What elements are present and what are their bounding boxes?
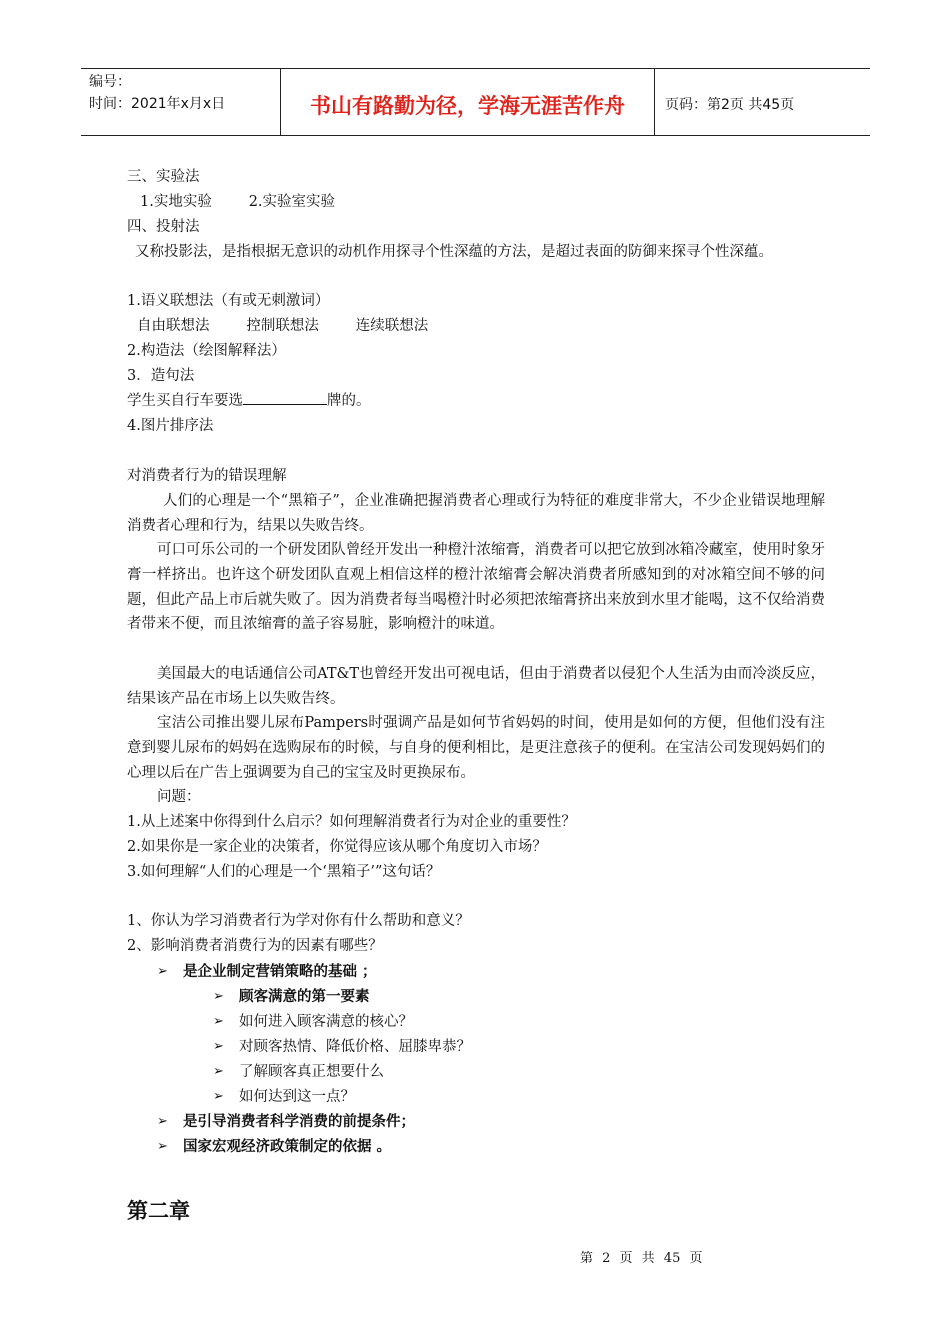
header-motto: 书山有路勤为径，学海无涯苦作舟 xyxy=(281,69,655,135)
bullet-text: 是企业制定营销策略的基础 ； xyxy=(183,964,377,980)
bullet-text: 如何达到这一点？ xyxy=(239,1089,355,1105)
bullet-text: 了解顾客真正想要什么 xyxy=(239,1064,384,1080)
case-paragraph-3: 美国最大的电话通信公司AT&T也曾经开发出可视电话，但由于消费者以侵犯个人生活为由而冷淡反应，结果该产品在市场上以失败告终。 xyxy=(127,666,825,707)
arrow-bullet-icon: ➢ xyxy=(157,1114,168,1129)
bullet-text: 对顾客热情、降低价格、屈膝卑恭？ xyxy=(239,1039,471,1055)
bullet-satisfaction-core xyxy=(213,1010,413,1035)
section-heading-projection: 四、投射法 xyxy=(127,219,200,235)
bullet-scientific-consumption xyxy=(157,1110,415,1135)
method-semantic-association: 1.语义联想法（有或无刺激词） xyxy=(127,293,330,309)
header-code-label: 编号： xyxy=(89,74,131,90)
question-1: 1.从上述案中你得到什么启示？如何理解消费者行为对企业的重要性？ xyxy=(127,814,576,830)
review-question-1: 1、你认为学习消费者行为学对你有什么帮助和意义？ xyxy=(127,913,470,929)
arrow-bullet-icon: ➢ xyxy=(213,1089,224,1104)
fill-in-blank xyxy=(243,390,327,405)
bullet-text: 国家宏观经济政策制定的依据 。 xyxy=(183,1139,392,1155)
sentence-example xyxy=(127,389,827,414)
method-sentence: 3．造句法 xyxy=(127,368,195,384)
arrow-bullet-icon: ➢ xyxy=(157,1139,168,1154)
sentence-example-end: 牌的。 xyxy=(327,393,371,409)
question-3: 3.如何理解“人们的心理是一个‘黑箱子’”这句话？ xyxy=(127,864,441,880)
bullet-text: 如何进入顾客满意的核心？ xyxy=(239,1014,413,1030)
question-2: 2.如果你是一家企业的决策者，你觉得应该从哪个角度切入市场？ xyxy=(127,839,547,855)
projection-definition: 又称投影法，是指根据无意识的动机作用探寻个性深蕴的方法，是超过表面的防御来探寻个性深蕴。 xyxy=(135,244,773,260)
arrow-bullet-icon: ➢ xyxy=(213,1014,224,1029)
bullet-text: 顾客满意的第一要素 xyxy=(239,989,370,1005)
arrow-bullet-icon: ➢ xyxy=(157,964,168,979)
case-paragraph-1: 人们的心理是一个“黑箱子”，企业准确把握消费者心理或行为特征的难度非常大，不少企业错误地理解消费者心理和行为，结果以失败告终。 xyxy=(127,493,825,534)
header-meta xyxy=(81,69,281,135)
case-title: 对消费者行为的错误理解 xyxy=(127,468,287,484)
bullet-how-achieve xyxy=(213,1085,355,1110)
bullet-customer-treatment xyxy=(213,1035,471,1060)
arrow-bullet-icon: ➢ xyxy=(213,1039,224,1054)
arrow-bullet-icon: ➢ xyxy=(213,1064,224,1079)
questions-label: 问题： xyxy=(157,789,201,805)
bullet-satisfaction-first xyxy=(213,985,370,1010)
bullet-customer-needs xyxy=(213,1060,384,1085)
header-date-label: 时间：2021年x月x日 xyxy=(89,96,226,112)
bullet-marketing-basis xyxy=(157,960,377,985)
chapter-heading: 第二章 xyxy=(127,1199,190,1223)
association-types: 自由联想法 控制联想法 连续联想法 xyxy=(137,318,429,334)
case-paragraph-4: 宝洁公司推出婴儿尿布Pampers时强调产品是如何节省妈妈的时间，使用是如何的方便，但他们没有注意到婴儿尿布的妈妈在选购尿布的时候，与自身的便利相比，是更注意孩子的便利。在宝洁公司发现妈妈们的心理以后在广告上强调要为自己的宝宝及时更换尿布。 xyxy=(127,715,825,781)
page-header xyxy=(81,68,870,136)
header-page-info: 页码：第2页 共45页 xyxy=(665,97,795,113)
method-picture-sort: 4.图片排序法 xyxy=(127,418,214,434)
page-footer: 第 2 页 共 45 页 xyxy=(580,1251,703,1266)
bullet-text: 是引导消费者科学消费的前提条件； xyxy=(183,1114,415,1130)
review-question-2: 2、影响消费者消费行为的因素有哪些？ xyxy=(127,938,383,954)
case-paragraph-2: 可口可乐公司的一个研发团队曾经开发出一种橙汁浓缩膏，消费者可以把它放到冰箱冷藏室，使用时象牙膏一样挤出。也许这个研发团队直观上相信这样的橙汁浓缩膏会解决消费者所感知到的对冰箱空间不够的问题，但此产品上市后就失败了。因为消费者每当喝橙汁时必须把浓缩膏挤出来放到水里才能喝，这不仅给消费者带来不便，而且浓缩膏的盖子容易脏，影响橙汁的味道。 xyxy=(127,542,825,633)
sentence-example-start: 学生买自行车要选 xyxy=(127,393,243,409)
section-heading-experiment: 三、实验法 xyxy=(127,169,200,185)
arrow-bullet-icon: ➢ xyxy=(213,989,224,1004)
method-construction: 2.构造法（绘图解释法） xyxy=(127,343,286,359)
experiment-types: 1.实地实验 2.实验室实验 xyxy=(140,194,336,210)
bullet-macro-policy xyxy=(157,1135,391,1160)
